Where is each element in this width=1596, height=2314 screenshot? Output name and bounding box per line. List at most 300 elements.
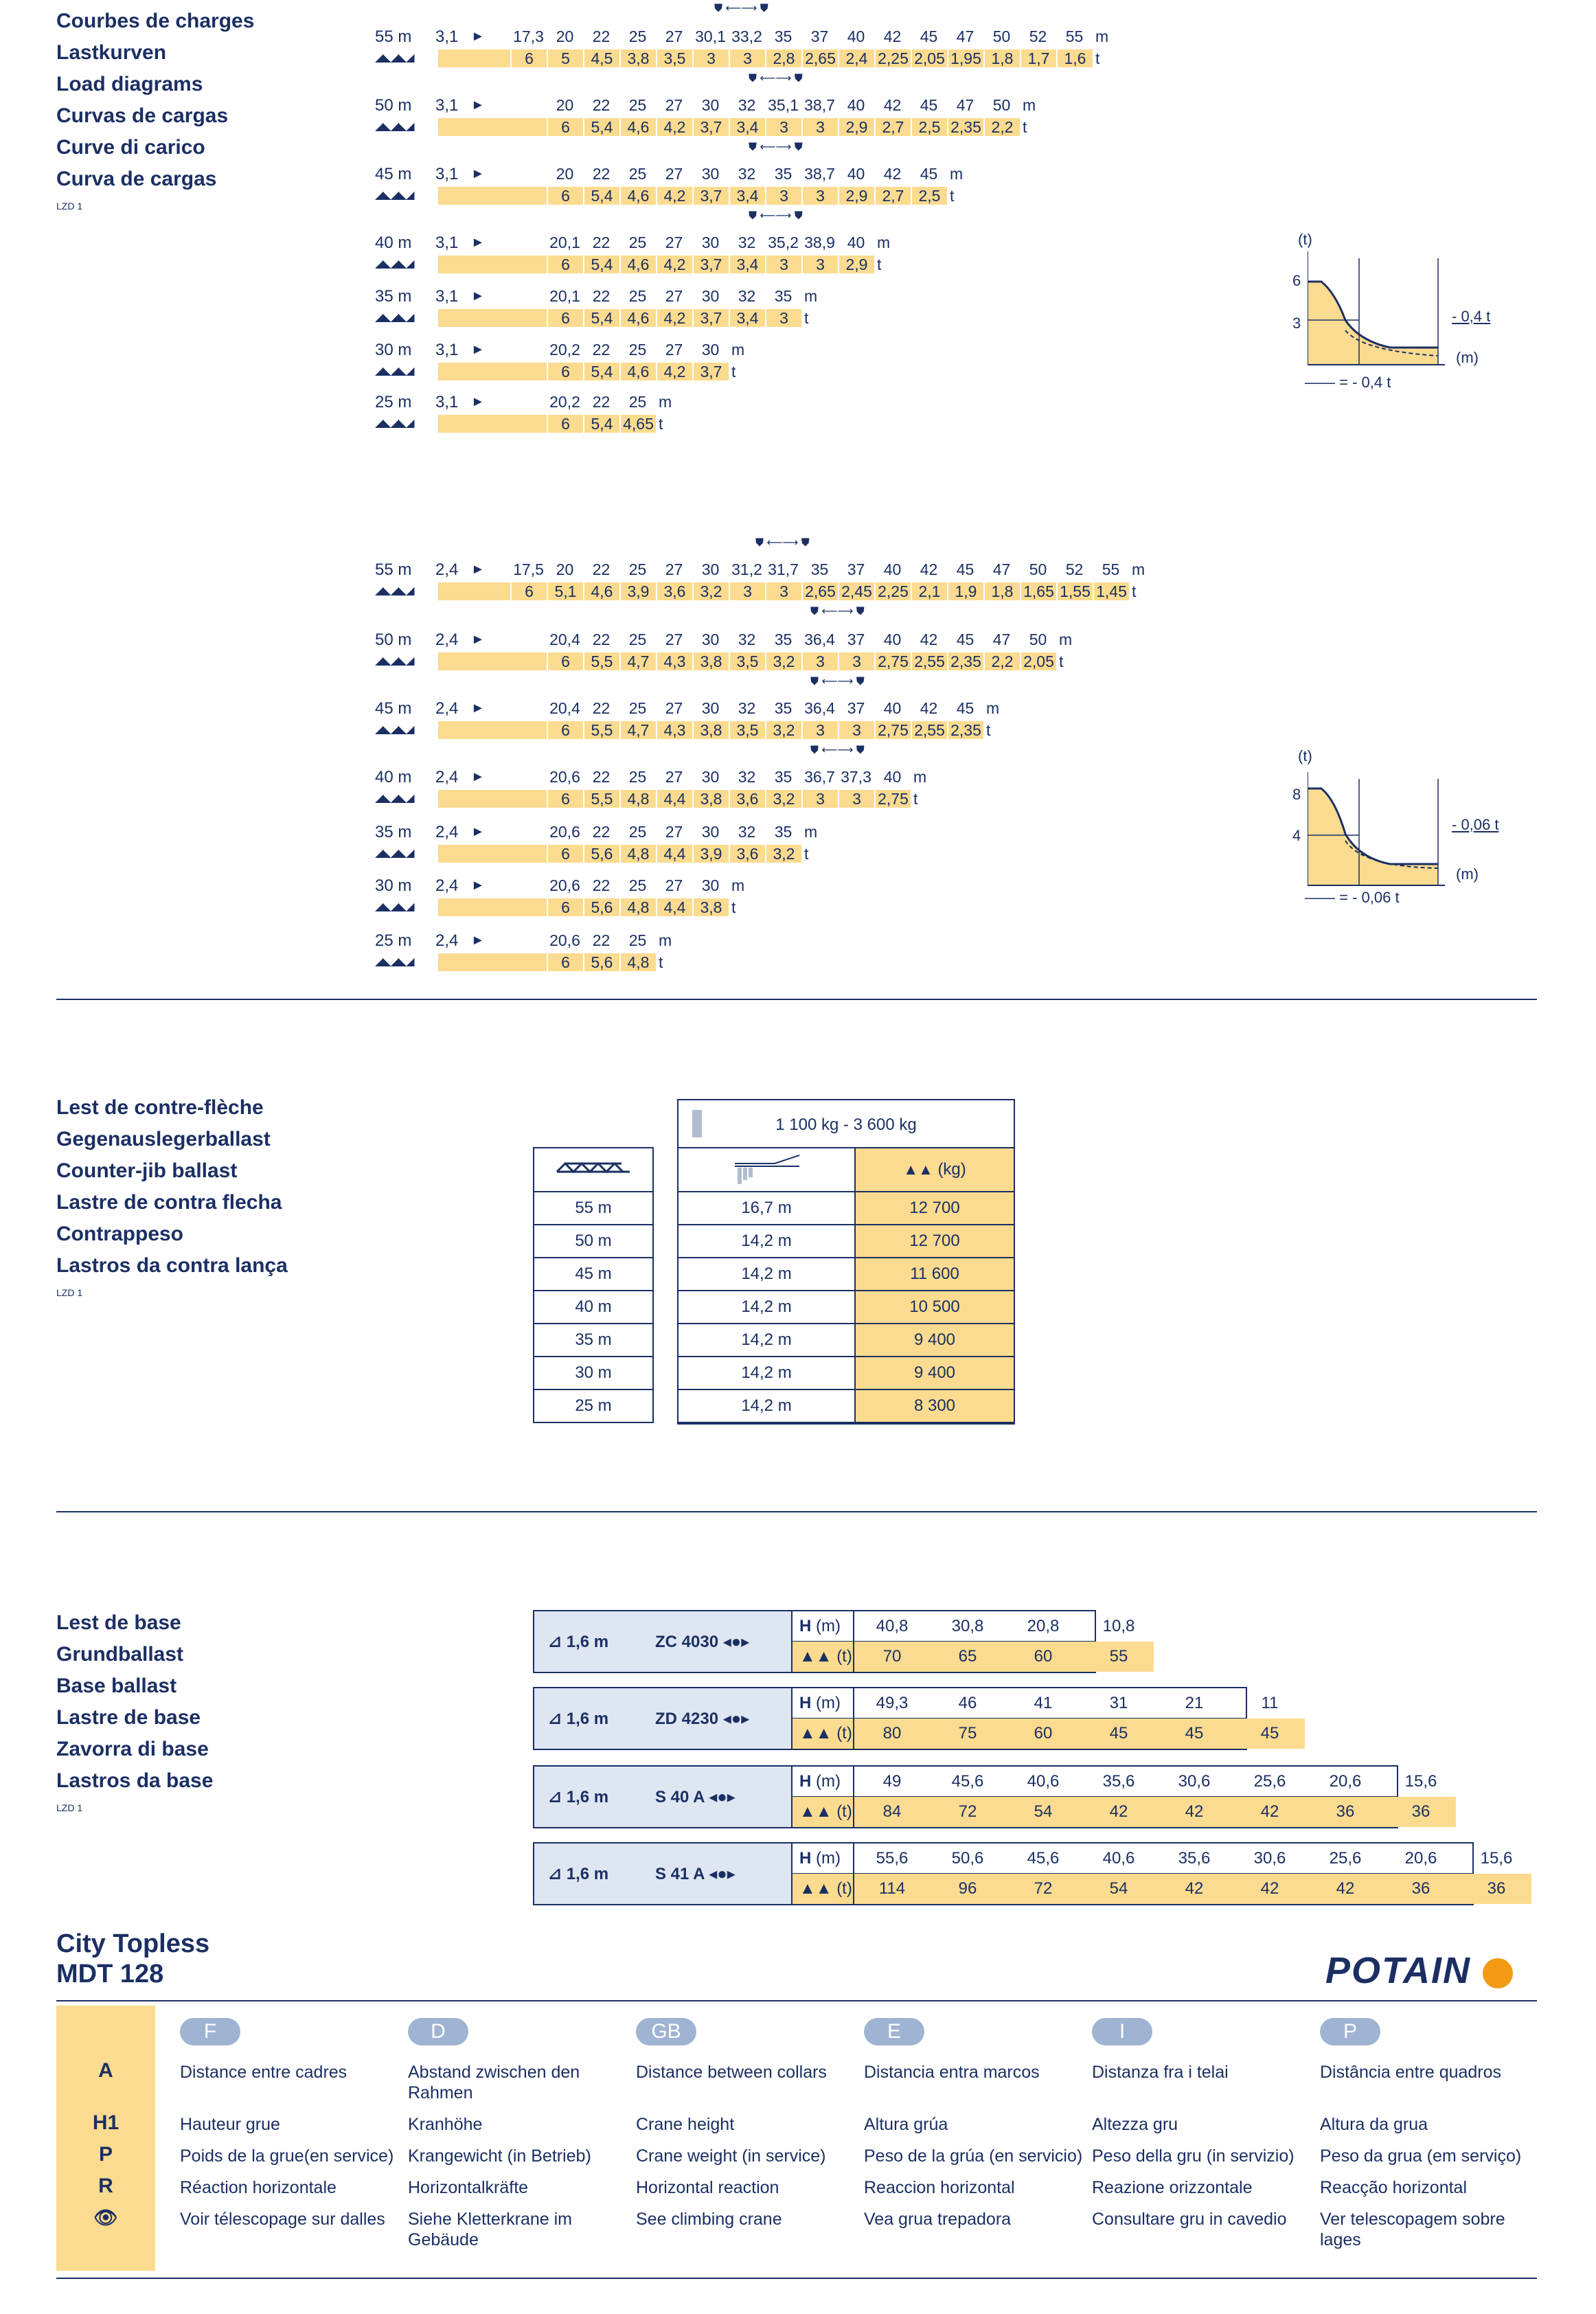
arrow-icon: ► [471, 769, 485, 784]
mini-y-value: 8 [1292, 786, 1301, 803]
distance-value: 50 [1029, 631, 1047, 648]
language-badge: I [1092, 2018, 1152, 2045]
counter-jib-length-cell: 14,2 m [679, 1357, 855, 1389]
load-value: 1,8 [983, 49, 1020, 67]
load-value: 2,35 [947, 653, 983, 670]
arrow-icon: ► [471, 878, 485, 893]
height-unit: (m) [811, 1617, 841, 1635]
load-value: 4,65 [619, 415, 656, 433]
mini-x-unit: (m) [1456, 349, 1479, 366]
ballast-weight-cell: 9 400 [855, 1357, 1014, 1389]
height-value: 50,6 [951, 1849, 984, 1868]
distance-value: 37 [847, 560, 865, 578]
height-value: 40,6 [1102, 1849, 1135, 1868]
logo-emblem-icon [1483, 1958, 1513, 1988]
weight-icon: ▲▲ [903, 1161, 933, 1178]
mini-curve-graphic [1308, 772, 1445, 889]
load-value: 4,2 [656, 118, 692, 136]
distance-value: 40 [847, 96, 865, 114]
mini-curve-graphic [1308, 251, 1445, 368]
load-value: 3,2 [765, 721, 801, 739]
distance-value: 27 [665, 27, 683, 45]
distance-value: 25 [628, 341, 647, 359]
height-unit: (m) [811, 1849, 841, 1868]
mini-legend: —— = - 0,4 t [1305, 374, 1391, 391]
ballast-value: 80 [882, 1724, 902, 1743]
unit-m: m [1023, 96, 1036, 114]
load-value: 4,6 [619, 187, 656, 205]
distance-value: 27 [665, 165, 683, 183]
distance-value: 25 [628, 165, 647, 183]
legend-text: Reazione orizzontale [1092, 2178, 1253, 2197]
distance-value: 42 [920, 699, 938, 717]
load-value: 3 [765, 582, 801, 600]
jib-length: 55 m [375, 560, 412, 579]
trolley-icon: ⛊ ⟵⟶ ⛊ [810, 676, 865, 688]
load-row [375, 161, 1240, 206]
load-row [375, 927, 1240, 973]
jib-icon: ◢◣◢◣◢ [375, 365, 414, 377]
load-value: 3,4 [729, 187, 765, 205]
arrow-icon: ► [471, 288, 485, 304]
ballast-weight-cell: 12 700 [855, 1192, 1014, 1225]
distance-value: 30 [701, 287, 720, 305]
distance-value: 35 [774, 631, 793, 648]
jib-icon [556, 1161, 631, 1175]
distance-value: 25 [628, 287, 647, 305]
legend-text: Peso de la grúa (en servicio) [864, 2146, 1083, 2166]
lzd-code: LZD 1 [56, 201, 83, 212]
distance-value: 32 [738, 699, 756, 717]
row-labels [793, 1688, 854, 1749]
language-badge: F [180, 2018, 240, 2045]
distance-value: 30 [701, 234, 720, 251]
ballast-value: 72 [958, 1802, 977, 1821]
title-line: Lest de contre-flèche [56, 1096, 264, 1119]
row-labels [793, 1611, 854, 1672]
jib-length-cell: 30 m [534, 1357, 653, 1389]
distance-value: 27 [665, 699, 683, 717]
load-value: 3,5 [656, 49, 692, 67]
title-line: Curvas de cargas [56, 104, 229, 127]
unit-t: t [804, 309, 809, 327]
legend-text: Peso da grua (em serviço) [1320, 2146, 1522, 2166]
unit-m: m [804, 823, 818, 841]
row-labels [793, 1767, 854, 1827]
divider [56, 999, 1537, 1000]
load-value: 2,65 [801, 582, 838, 600]
load-value: 4,5 [583, 49, 619, 67]
load-value: 3 [838, 653, 874, 670]
jib-length: 35 m [375, 287, 412, 306]
base-title-block [56, 1607, 213, 1813]
height-value: 31 [1109, 1694, 1128, 1712]
ballast-weight-cell: 8 300 [855, 1389, 1014, 1422]
load-value: 3 [765, 118, 801, 136]
ballast-value: 36 [1336, 1802, 1355, 1821]
distance-value: 32 [738, 287, 756, 305]
distance-value: 38,7 [804, 165, 835, 183]
load-value: 4,7 [619, 653, 656, 670]
unit-m: m [659, 393, 672, 411]
distance-value: 27 [665, 823, 683, 841]
distance-value: 45 [956, 560, 974, 578]
distance-value: 27 [665, 96, 683, 114]
distance-value: 47 [992, 560, 1011, 578]
load-value: 3 [801, 118, 838, 136]
language-badge: P [1320, 2018, 1380, 2045]
legend-text: Vea grua trepadora [864, 2210, 1012, 2229]
mini-y-value: 4 [1292, 827, 1301, 844]
arrow-icon: ► [471, 342, 485, 357]
load-value: 3 [729, 582, 765, 600]
legend-text: Horizontalkräfte [408, 2178, 529, 2197]
load-value: 4,2 [656, 256, 692, 273]
title-line: Lastkurven [56, 41, 167, 64]
jib-icon-cell [534, 1148, 653, 1192]
load-value: 4,6 [619, 256, 656, 273]
jib-length-row [534, 1324, 653, 1357]
height-value: 25,6 [1329, 1849, 1362, 1868]
load-value: 5,6 [583, 953, 619, 971]
distance-value: 30 [701, 768, 720, 786]
height-label [793, 1611, 853, 1642]
distance-value: 35 [774, 823, 793, 841]
distance-value: 22 [592, 96, 611, 114]
distance-value: 30,1 [695, 27, 726, 45]
height-label [793, 1688, 853, 1719]
ballast-value: 60 [1034, 1647, 1053, 1666]
jib-length: 30 m [375, 876, 412, 895]
distance-value: 22 [592, 631, 611, 648]
load-value: 3,2 [765, 653, 801, 670]
height-letter: H [799, 1617, 812, 1635]
title-line: Lastre de base [56, 1706, 201, 1729]
jib-length: 50 m [375, 631, 412, 649]
load-value: 2,1 [911, 582, 947, 600]
load-value: 3,4 [729, 118, 765, 136]
distance-value: 17,3 [513, 27, 544, 45]
load-value: 5,5 [583, 721, 619, 739]
load-value: 3,7 [692, 256, 729, 273]
arrow-icon: ► [471, 701, 485, 716]
ballast-row [679, 1258, 1014, 1291]
legend-text: See climbing crane [636, 2210, 782, 2229]
load-value: 2,2 [983, 118, 1020, 136]
legend-text: Altura grúa [864, 2115, 948, 2134]
title-line: Load diagrams [56, 73, 203, 95]
load-value: 3,8 [692, 898, 729, 916]
jib-length: 50 m [375, 96, 412, 115]
ballast-weight-cell: 11 600 [855, 1258, 1014, 1291]
weight-unit: (t) [836, 1647, 852, 1666]
distance-value: 52 [1029, 27, 1047, 45]
load-value: 4,6 [619, 118, 656, 136]
load-value: 6 [547, 363, 583, 381]
height-letter: H [799, 1772, 812, 1791]
distance-value: 22 [592, 165, 611, 183]
mini-note: - 0,4 t [1452, 308, 1491, 325]
base-ballast-block [533, 1765, 1437, 1828]
ballast-value: 42 [1260, 1879, 1279, 1898]
mini-load-curve-b [1291, 747, 1511, 912]
weight-unit: (t) [836, 1879, 852, 1898]
distance-value: 25 [628, 27, 647, 45]
ballast-range: 1 100 kg - 3 600 kg [775, 1115, 917, 1134]
ballast-value: 60 [1034, 1724, 1053, 1743]
base-size: ⊿ 1,6 m [548, 1710, 609, 1728]
load-value: 6 [547, 118, 583, 136]
height-value: 15,6 [1480, 1849, 1513, 1868]
trolley-icon: ⛊ ⟵⟶ ⛊ [810, 606, 865, 617]
height-label [793, 1844, 853, 1874]
height-value: 20,8 [1027, 1617, 1060, 1635]
ballast-value: 36 [1487, 1879, 1506, 1898]
load-value: 3 [765, 309, 801, 327]
load-value: 3,6 [729, 790, 765, 808]
load-value: 4,4 [656, 898, 692, 916]
unit-m: m [731, 876, 745, 894]
distance-value: 35 [810, 560, 829, 578]
jib-icon: ◢◣◢◣◢ [375, 724, 414, 736]
height-letter: H [799, 1694, 812, 1712]
jib-length: 40 m [375, 768, 412, 786]
distance-value: 35,2 [768, 234, 799, 251]
distance-value: 45 [920, 27, 938, 45]
weight-label [793, 1719, 853, 1749]
load-value: 3 [838, 721, 874, 739]
load-value: 6 [547, 845, 583, 863]
load-value: 3 [801, 256, 838, 273]
unit-m: m [1095, 27, 1109, 45]
mast-model: S 40 A ◂●▸ [655, 1788, 736, 1806]
counter-jib-length-cell: 14,2 m [679, 1225, 855, 1258]
distance-value: 33,2 [731, 27, 762, 45]
distance-value: 32 [738, 165, 756, 183]
mini-x-unit: (m) [1456, 865, 1479, 883]
unit-m: m [950, 165, 964, 183]
load-row [375, 337, 1240, 382]
load-value: 5,4 [583, 363, 619, 381]
title-line: Lastros da base [56, 1769, 214, 1792]
height-value: 45,6 [1027, 1849, 1060, 1868]
load-row [375, 872, 1240, 918]
load-value: 2,55 [911, 721, 947, 739]
max-capacity: 2,4 [435, 699, 459, 718]
distance-value: 20 [556, 165, 574, 183]
load-value: 3,7 [692, 187, 729, 205]
load-value: 6 [547, 721, 583, 739]
base-size: ⊿ 1,6 m [548, 1865, 609, 1883]
counter-jib-length-cell: 16,7 m [679, 1192, 855, 1225]
arrow-icon: ► [471, 394, 485, 409]
trolley-icon: ⛊ ⟵⟶ ⛊ [749, 141, 803, 153]
ballast-value: 75 [958, 1724, 977, 1743]
weight-icon: ▲▲ [799, 1647, 837, 1666]
distance-value: 40 [847, 27, 865, 45]
legend-text: Peso della gru (in servizio) [1092, 2146, 1295, 2166]
distance-value: 22 [592, 393, 611, 411]
load-value: 2,25 [874, 49, 911, 67]
load-value: 4,3 [656, 653, 692, 670]
load-value: 3,6 [656, 582, 692, 600]
height-value: 15,6 [1404, 1772, 1437, 1791]
height-value: 49 [882, 1772, 902, 1791]
distance-value: 40 [847, 234, 865, 251]
load-row [375, 695, 1240, 740]
load-row [375, 389, 1240, 434]
jib-length: 45 m [375, 165, 412, 183]
max-capacity: 2,4 [435, 931, 459, 950]
distance-value: 30 [701, 560, 720, 578]
height-value: 10,8 [1102, 1617, 1135, 1635]
load-value: 4,7 [619, 721, 656, 739]
height-value: 40,6 [1027, 1772, 1060, 1791]
jib-length-cell: 40 m [534, 1291, 653, 1324]
distance-value: 37 [810, 27, 829, 45]
jib-length-row [534, 1192, 653, 1225]
max-capacity: 3,1 [435, 96, 459, 115]
distance-value: 36,4 [804, 699, 835, 717]
load-value: 2,35 [947, 721, 983, 739]
distance-value: 40 [883, 560, 902, 578]
max-capacity: 3,1 [435, 234, 459, 252]
jib-icon: ◢◣◢◣◢ [375, 121, 414, 133]
jib-length: 45 m [375, 699, 412, 718]
base-ballast-block [533, 1687, 1279, 1750]
row-labels [793, 1844, 854, 1904]
load-value: 2,05 [911, 49, 947, 67]
jib-length-cell: 25 m [534, 1389, 653, 1422]
distance-value: 35 [774, 165, 793, 183]
height-value: 35,6 [1102, 1772, 1135, 1791]
legend-text: Abstand zwischen den Rahmen [408, 2063, 580, 2102]
mini-y-value: 3 [1292, 315, 1301, 332]
ballast-value: 42 [1109, 1802, 1128, 1821]
load-value: 2,05 [1020, 653, 1056, 670]
trolley-icon: ⛊ ⟵⟶ ⛊ [749, 210, 803, 222]
distance-value: 22 [592, 234, 611, 251]
distance-value: 30 [701, 341, 720, 359]
kg-header [856, 1148, 1014, 1191]
legend-text: Ver telescopagem sobre lages [1320, 2210, 1505, 2249]
unit-t: t [659, 953, 663, 971]
title-line: Gegenauslegerballast [56, 1128, 271, 1150]
base-size: ⊿ 1,6 m [548, 1788, 609, 1806]
height-value: 49,3 [876, 1694, 909, 1712]
legend-key: P [98, 2143, 113, 2166]
distance-value: 22 [592, 287, 611, 305]
load-value: 5,4 [583, 415, 619, 433]
load-value: 4,6 [619, 363, 656, 381]
jib-length-cell: 50 m [534, 1225, 653, 1258]
load-row [375, 283, 1240, 328]
distance-value: 55 [1102, 560, 1120, 578]
load-value: 3,6 [729, 845, 765, 863]
distance-value: 25 [628, 699, 647, 717]
distance-value: 20,1 [549, 287, 580, 305]
ballast-value: 36 [1411, 1879, 1430, 1898]
arrow-icon: ► [471, 166, 485, 181]
max-capacity: 2,4 [435, 560, 459, 579]
ballast-row [679, 1357, 1014, 1389]
legend-text: Voir télescopage sur dalles [180, 2210, 385, 2229]
mini-load-curve-a [1291, 231, 1511, 396]
legend-text: Poids de la grue(en service) [180, 2146, 394, 2166]
legend-text: Distance entre cadres [180, 2063, 347, 2082]
load-value: 3,5 [729, 721, 765, 739]
legend-text: Hauteur grue [180, 2115, 280, 2134]
base-ballast-block [533, 1842, 1513, 1905]
ballast-row [679, 1291, 1014, 1324]
distance-value: 27 [665, 287, 683, 305]
distance-value: 55 [1065, 27, 1084, 45]
title-line: Zavorra di base [56, 1738, 209, 1760]
load-value: 4,2 [656, 309, 692, 327]
weight-label [793, 1874, 853, 1904]
base-ballast-block [533, 1610, 1135, 1673]
mast-model: ZC 4030 ◂●▸ [655, 1633, 750, 1651]
jib-length-cell: 55 m [534, 1192, 653, 1225]
load-value: 3,7 [692, 363, 729, 381]
jib-icon: ◢◣◢◣◢ [375, 418, 414, 429]
mini-y-unit: (t) [1298, 231, 1312, 248]
height-value: 21 [1185, 1694, 1204, 1712]
distance-value: 45 [956, 699, 974, 717]
load-value: 3,2 [765, 790, 801, 808]
unit-t: t [1095, 49, 1100, 67]
load-row [375, 626, 1240, 672]
distance-value: 42 [883, 96, 902, 114]
load-value: 1,6 [1056, 49, 1093, 67]
product-name [56, 1929, 209, 1989]
ballast-value: 42 [1185, 1879, 1204, 1898]
language-badge: E [864, 2018, 924, 2045]
distance-value: 30 [701, 876, 720, 894]
distance-value: 27 [665, 876, 683, 894]
height-value: 55,6 [876, 1849, 909, 1868]
load-value: 5,6 [583, 898, 619, 916]
unit-m: m [1059, 631, 1073, 648]
load-value: 3,8 [692, 790, 729, 808]
legend-text: Altura da grua [1320, 2115, 1428, 2134]
distance-value: 20 [556, 27, 574, 45]
distance-value: 20,2 [549, 393, 580, 411]
distance-value: 32 [738, 823, 756, 841]
jib-icon: ◢◣◢◣◢ [375, 258, 414, 270]
distance-value: 35 [774, 699, 793, 717]
load-value: 1,45 [1093, 582, 1129, 600]
load-value: 3,4 [729, 256, 765, 273]
jib-length-cell: 45 m [534, 1258, 653, 1291]
mini-note: - 0,06 t [1452, 816, 1499, 833]
mini-y-value: 6 [1292, 272, 1301, 289]
load-value: 1,95 [947, 49, 983, 67]
ballast-value: 42 [1336, 1879, 1355, 1898]
weight-icon: ▲▲ [799, 1724, 837, 1743]
distance-value: 50 [1029, 560, 1047, 578]
load-value: 3 [801, 653, 838, 670]
load-value: 4,2 [656, 187, 692, 205]
load-value: 3,8 [692, 721, 729, 739]
legend-text: Reaccion horizontal [864, 2178, 1015, 2197]
load-value: 5 [547, 49, 583, 67]
distance-value: 27 [665, 341, 683, 359]
distance-value: 20 [556, 560, 574, 578]
jib-icon: ◢◣◢◣◢ [375, 655, 414, 667]
distance-value: 40 [883, 631, 902, 648]
ballast-row [679, 1389, 1014, 1422]
